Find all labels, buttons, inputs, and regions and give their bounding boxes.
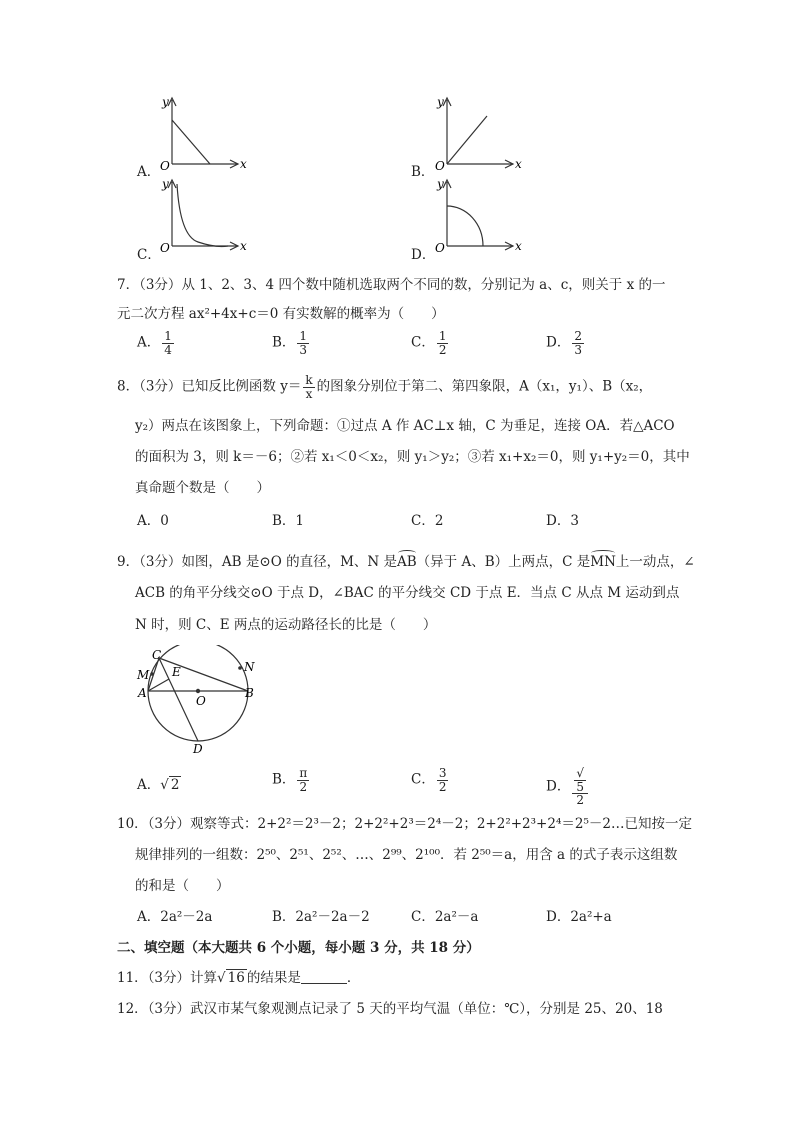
q8-line2: y₂）两点在该图象上，下列命题：①过点 A 作 AC⊥x 轴，C 为垂足，连接 OA．若△ACO bbox=[135, 418, 675, 434]
q6-graph-d bbox=[425, 174, 525, 254]
q6-option-d-label: D． bbox=[411, 247, 436, 263]
q6-d-o: O bbox=[435, 241, 445, 254]
q9-label-c: C bbox=[152, 648, 162, 662]
q6-d-x: x bbox=[515, 239, 522, 253]
q9-label-d: D bbox=[193, 742, 203, 756]
q6-option-a-label: A． bbox=[137, 164, 161, 180]
q7-line2: 元二次方程 ax²+4x+c＝0 有实数解的概率为（ ） bbox=[117, 306, 445, 322]
q6-d-y: y bbox=[437, 177, 444, 191]
q6-graph-a bbox=[150, 92, 250, 172]
q6-option-b-label: B． bbox=[411, 164, 435, 180]
q7-option-d: D． $\frac{2}{3}$ bbox=[546, 329, 582, 357]
q9-circle-figure bbox=[130, 645, 270, 757]
q9-option-a: A．√ 2 bbox=[137, 777, 180, 793]
q10-line1: 10．（3分）观察等式：2+2²＝2³－2；2+2²+2³＝2⁴－2；2+2²+2³+2⁴＝2⁵－2…已知按一定 bbox=[117, 816, 692, 832]
q8-line1: 8．（3分）已知反比例函数 y＝ $\frac{k}{x}$ 的图象分别位于第二、第四象限，A（x₁，y₁）、B（x₂， bbox=[117, 373, 653, 401]
q6-graph-c bbox=[150, 174, 250, 254]
q8-line4: 真命题个数是（ ） bbox=[135, 480, 270, 496]
q9-option-d: D． √ 5 2 bbox=[546, 767, 590, 807]
q9-line1: 9．（3分）如图，AB 是⊙O 的直径，M、N 是AB（异于 A、B）上两点，C 是MN上一动点，∠ bbox=[117, 554, 695, 570]
q10-line3: 的和是（ ） bbox=[135, 878, 230, 894]
q6-b-y: y bbox=[437, 95, 444, 109]
q9-line3: N 时，则 C、E 两点的运动路径长的比是（ ） bbox=[135, 617, 437, 633]
q8-option-c: C．2 bbox=[411, 513, 444, 529]
q6-a-y: y bbox=[162, 95, 169, 109]
q11-line: 11．（3分）计算√ 16 的结果是 ． bbox=[117, 970, 361, 986]
q6-b-o: O bbox=[435, 159, 445, 172]
section-2-heading: 二、填空题（本大题共 6 个小题，每小题 3 分，共 18 分） bbox=[117, 940, 480, 956]
q6-graph-b bbox=[425, 92, 525, 172]
q8-line3: 的面积为 3，则 k＝－6；②若 x₁＜0＜x₂，则 y₁＞y₂；③若 x₁+x₂＝0，则 y₁+y₂＝0，其中 bbox=[135, 449, 690, 465]
q9-label-b: B bbox=[245, 686, 254, 700]
q10-option-c: C．2a²－a bbox=[411, 909, 479, 925]
q10-option-b: B．2a²－2a－2 bbox=[272, 909, 370, 925]
q6-option-c-label: C． bbox=[137, 247, 161, 263]
q9-label-n: N bbox=[244, 660, 255, 674]
q12-line: 12．（3分）武汉市某气象观测点记录了 5 天的平均气温（单位：℃），分别是 25、20、18 bbox=[117, 1001, 663, 1017]
q8-option-d: D．3 bbox=[546, 513, 579, 529]
q7-option-c: C． $\frac{1}{2}$ bbox=[411, 329, 447, 357]
q6-c-y: y bbox=[162, 177, 169, 191]
q10-option-d: D．2a²+a bbox=[546, 909, 612, 925]
q8-option-b: B．1 bbox=[272, 513, 305, 529]
q9-label-a: A bbox=[138, 686, 147, 700]
q6-c-o: O bbox=[160, 241, 170, 254]
q9-option-b: B． $\frac{\pi}{2}$ bbox=[272, 766, 308, 794]
q9-option-c: C． $\frac{3}{2}$ bbox=[411, 766, 447, 794]
q9-label-e: E bbox=[172, 665, 181, 679]
q9-line2: ACB 的角平分线交⊙O 于点 D，∠BAC 的平分线交 CD 于点 E．当点 C 从点 M 运动到点 bbox=[135, 585, 680, 601]
q9-arc-mn: MN bbox=[590, 554, 616, 570]
q7-option-b: B． $\frac{1}{3}$ bbox=[272, 329, 308, 357]
q8-option-a: A．0 bbox=[137, 513, 169, 529]
q7-option-a: A． $\frac{1}{4}$ bbox=[137, 329, 172, 357]
q9-label-m: M bbox=[137, 668, 150, 682]
q10-option-a: A．2a²－2a bbox=[137, 909, 213, 925]
q6-a-o: O bbox=[160, 159, 170, 172]
q11-answer-blank[interactable] bbox=[301, 983, 347, 984]
q6-a-x: x bbox=[240, 157, 247, 171]
q6-b-x: x bbox=[515, 157, 522, 171]
q9-arc-ab: AB bbox=[397, 554, 417, 570]
q7-line1: 7．（3分）从 1、2、3、4 四个数中随机选取两个不同的数，分别记为 a、c，则关于 x 的一 bbox=[117, 277, 666, 293]
q10-line2: 规律排列的一组数：2⁵⁰、2⁵¹、2⁵²、…、2⁹⁹、2¹⁰⁰．若 2⁵⁰＝a，用含 a 的式子表示这组数 bbox=[135, 847, 678, 863]
q6-c-x: x bbox=[240, 239, 247, 253]
q9-label-o: O bbox=[196, 694, 206, 708]
